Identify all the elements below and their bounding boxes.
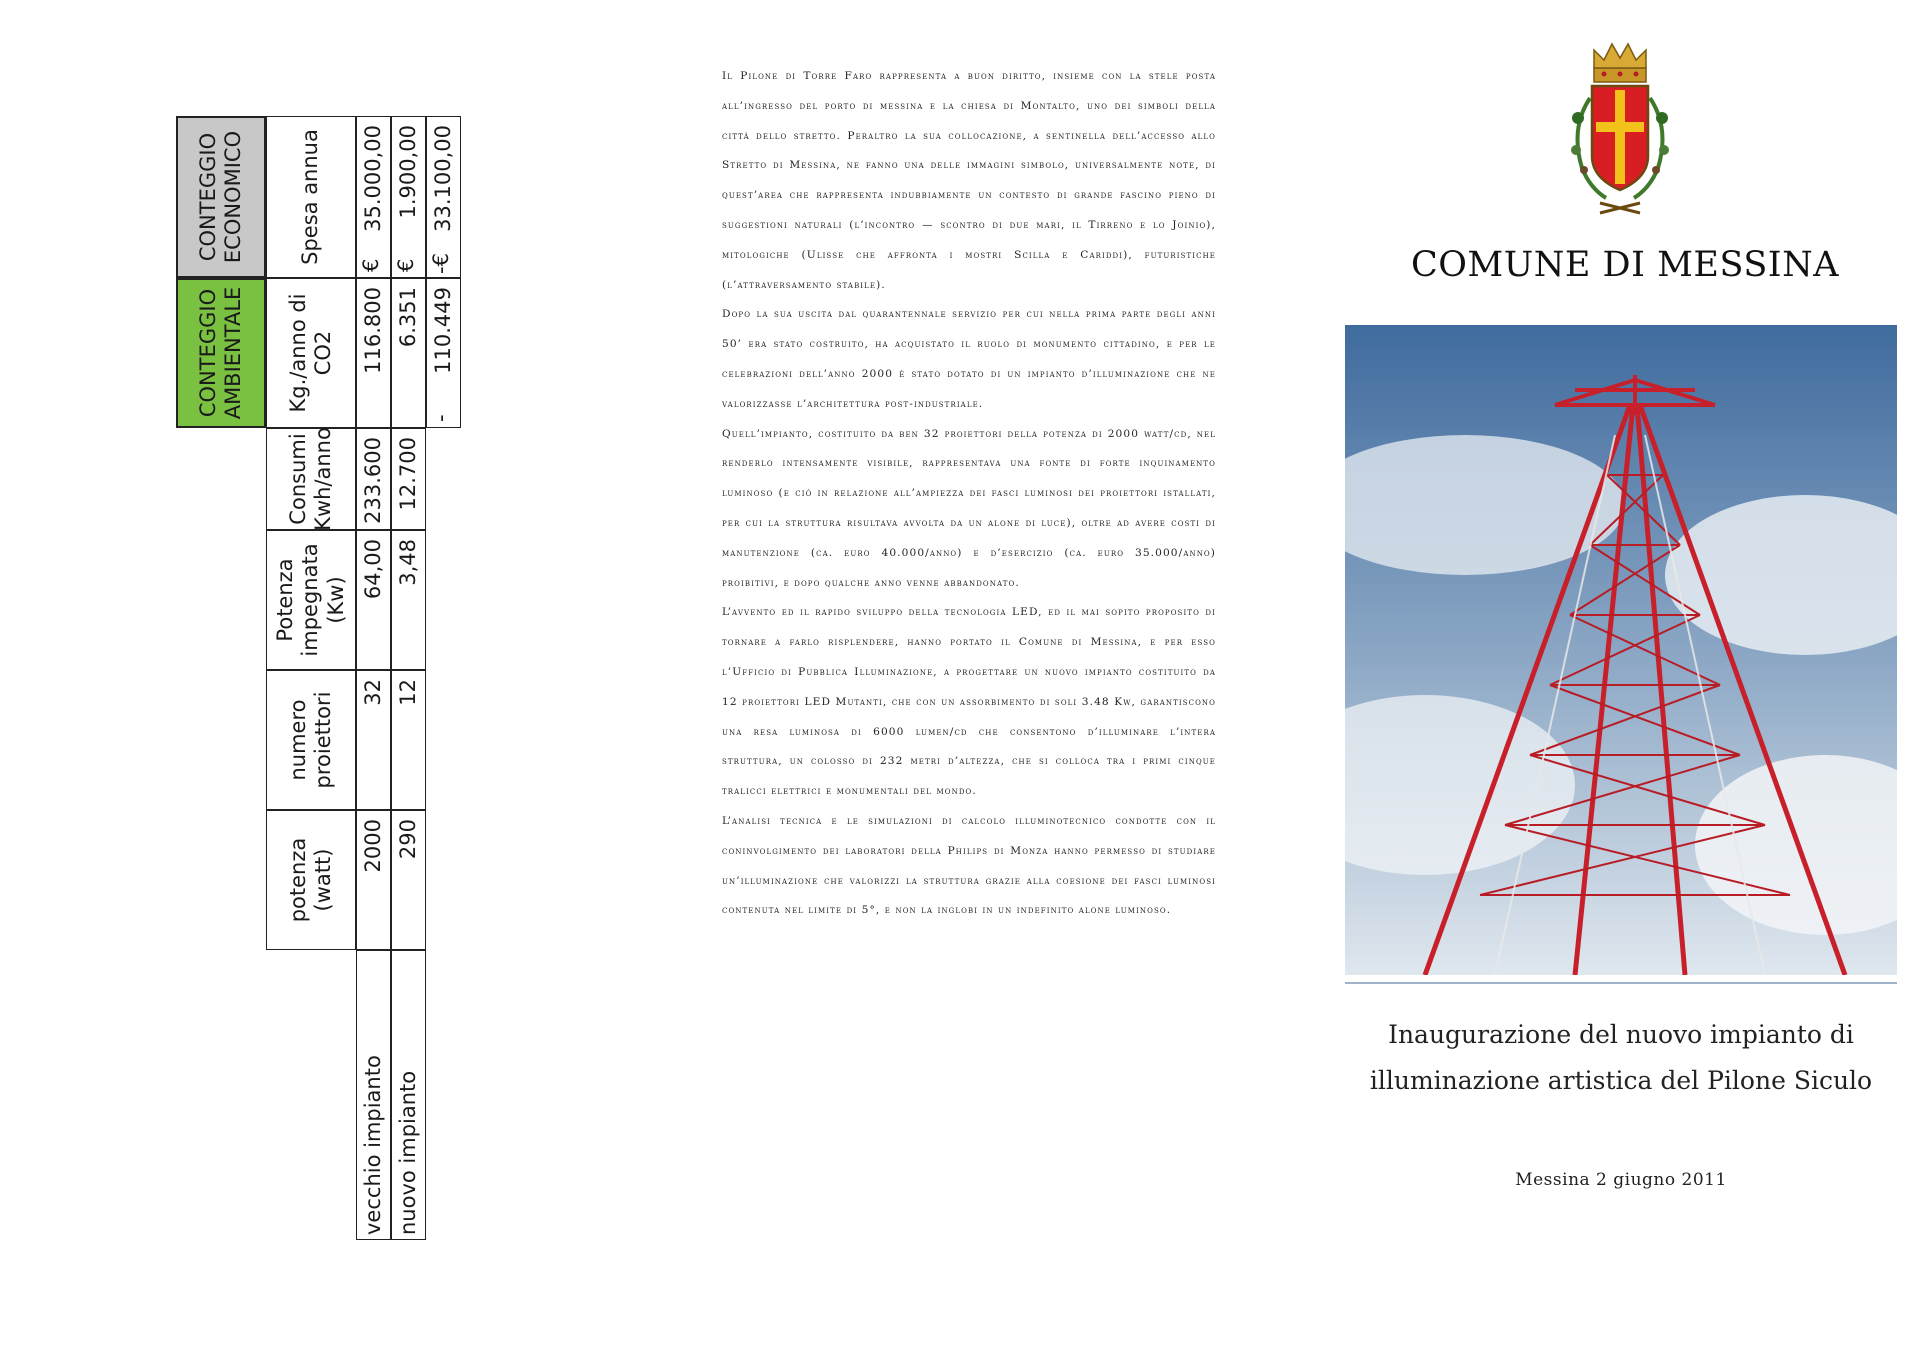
header-conteggio-economico: CONTEGGIO ECONOMICO bbox=[176, 116, 266, 278]
paragraph-2: Dopo la sua uscita dal quarantennale servizio per cui nella prima parte degli anni 50’ era stato costruito, ha acquistato il ruolo di monumento cittadino, e per le celebrazioni dell’anno 2000 è stato dotato di un impianto d’illuminazione che ne valorizzasse l’architettura post-industriale. bbox=[722, 308, 1216, 410]
currency-vecchio: € bbox=[359, 258, 383, 272]
sign-diff: - bbox=[429, 414, 453, 422]
cell-consumi-nuovo: 12.700 bbox=[391, 428, 426, 530]
header-co2: Kg./anno di CO2 bbox=[266, 278, 356, 428]
paragraph-1: Il Pilone di Torre Faro rappresenta a buon diritto, insieme con la stele posta all’ingresso del porto di messina e la chiesa di Montalto, uno dei simboli della città dello stretto. Peraltro la sua collocazione, a sentinella dell’accesso allo Stretto di Messina, ne fanno una delle immagini simbolo, universalmente note, di quest’area che rappresenta indubbiamente un contesto di grande fascino pieno di suggestioni naturali (l’incontro — scontro di due mari, il Tirreno e lo Joinio), mitologiche (Ulisse che affronta i mostri Scilla e Cariddi), futuristiche (l’attraversamento stabile). bbox=[722, 70, 1216, 291]
event-date: Messina 2 giugno 2011 bbox=[1515, 1170, 1727, 1190]
cell-numero-vecchio: 32 bbox=[356, 670, 391, 810]
cell-co2-vecchio: 116.800 bbox=[356, 278, 391, 428]
cell-spesa-nuovo: 1.900,00 bbox=[391, 116, 426, 278]
paragraph-3: Quell’impianto, costituito da ben 32 proiettori della potenza di 2000 watt/cd, nel renderlo intensamente visibile, rappresentava una fonte di forte inquinamento luminoso (e ciò in relazione all’ampiezza dei fasci luminosi dei proiettori istallati, per cui la struttura risultava avvolta da un alone di luce), oltre ad avere costi di manutenzione (ca. euro 40.000/anno) e d’esercizio (ca. euro 35.000/anno) proibitivi, e dopo qualche anno venne abbandonato. bbox=[722, 427, 1216, 589]
energy-comparison-table bbox=[176, 116, 474, 1240]
cell-impegnata-nuovo: 3,48 bbox=[391, 530, 426, 670]
paragraph-5: L’analisi tecnica e le simulazioni di calcolo illuminotecnico condotte con il coninvolgimento dei laboratori della Philips di Monza hanno permesso di studiare un’illuminazione che valorizzi la struttura grazie alla coesione dei fasci luminosi contenuta nel limite di 5°, e non la inglobi in un indefinito alone luminoso. bbox=[722, 814, 1216, 917]
header-potenza: potenza (watt) bbox=[266, 810, 356, 950]
event-subtitle bbox=[1345, 1012, 1897, 1104]
organization-title: COMUNE DI MESSINA bbox=[1410, 245, 1840, 285]
header-potenza-impegnata: Potenza impegnata (Kw) bbox=[266, 530, 356, 670]
row-label-nuovo: nuovo impianto bbox=[391, 950, 426, 1240]
tower-photo bbox=[1345, 325, 1897, 975]
cell-co2-nuovo: 6.351 bbox=[391, 278, 426, 428]
header-spesa-annua: Spesa annua bbox=[266, 116, 356, 278]
description-text bbox=[722, 62, 1216, 926]
currency-diff: -€ bbox=[429, 253, 453, 274]
cell-numero-nuovo: 12 bbox=[391, 670, 426, 810]
cell-co2-diff: 110.449 bbox=[426, 278, 461, 428]
cell-spesa-diff: 33.100,00 bbox=[426, 116, 461, 278]
subtitle-line-2: illuminazione artistica del Pilone Siculo bbox=[1369, 1066, 1873, 1095]
cell-potenza-nuovo: 290 bbox=[391, 810, 426, 950]
cell-impegnata-vecchio: 64,00 bbox=[356, 530, 391, 670]
paragraph-4: L’avvento ed il rapido sviluppo della tecnologia LED, ed il mai sopito proposito di tornare a farlo risplendere, hanno portato il Comune di Messina, e per esso l’Ufficio di Pubblica Illuminazione, a progettare un nuovo impianto costituito da 12 proiettori LED Mutanti, che con un assorbimento di soli 3.48 Kw, garantiscono una resa luminosa di 6000 lumen/cd che consentono d’illuminare l’intera struttura, un colosso di 232 metri d’altezza, che si colloca tra i primi cinque tralicci elettrici e monumentali del mondo. bbox=[722, 606, 1216, 798]
header-numero-proiettori: numero proiettori bbox=[266, 670, 356, 810]
cell-consumi-vecchio: 233.600 bbox=[356, 428, 391, 530]
cell-potenza-vecchio: 2000 bbox=[356, 810, 391, 950]
subtitle-line-1: Inaugurazione del nuovo impianto di bbox=[1388, 1020, 1854, 1049]
header-conteggio-ambientale: CONTEGGIO AMBIENTALE bbox=[176, 278, 266, 428]
row-label-vecchio: vecchio impianto bbox=[356, 950, 391, 1240]
photo-divider bbox=[1345, 982, 1897, 984]
header-consumi: Consumi Kwh/anno bbox=[266, 428, 356, 530]
messina-coat-of-arms-icon bbox=[1560, 38, 1680, 226]
cell-spesa-vecchio: 35.000,00 bbox=[356, 116, 391, 278]
currency-nuovo: € bbox=[394, 258, 418, 272]
